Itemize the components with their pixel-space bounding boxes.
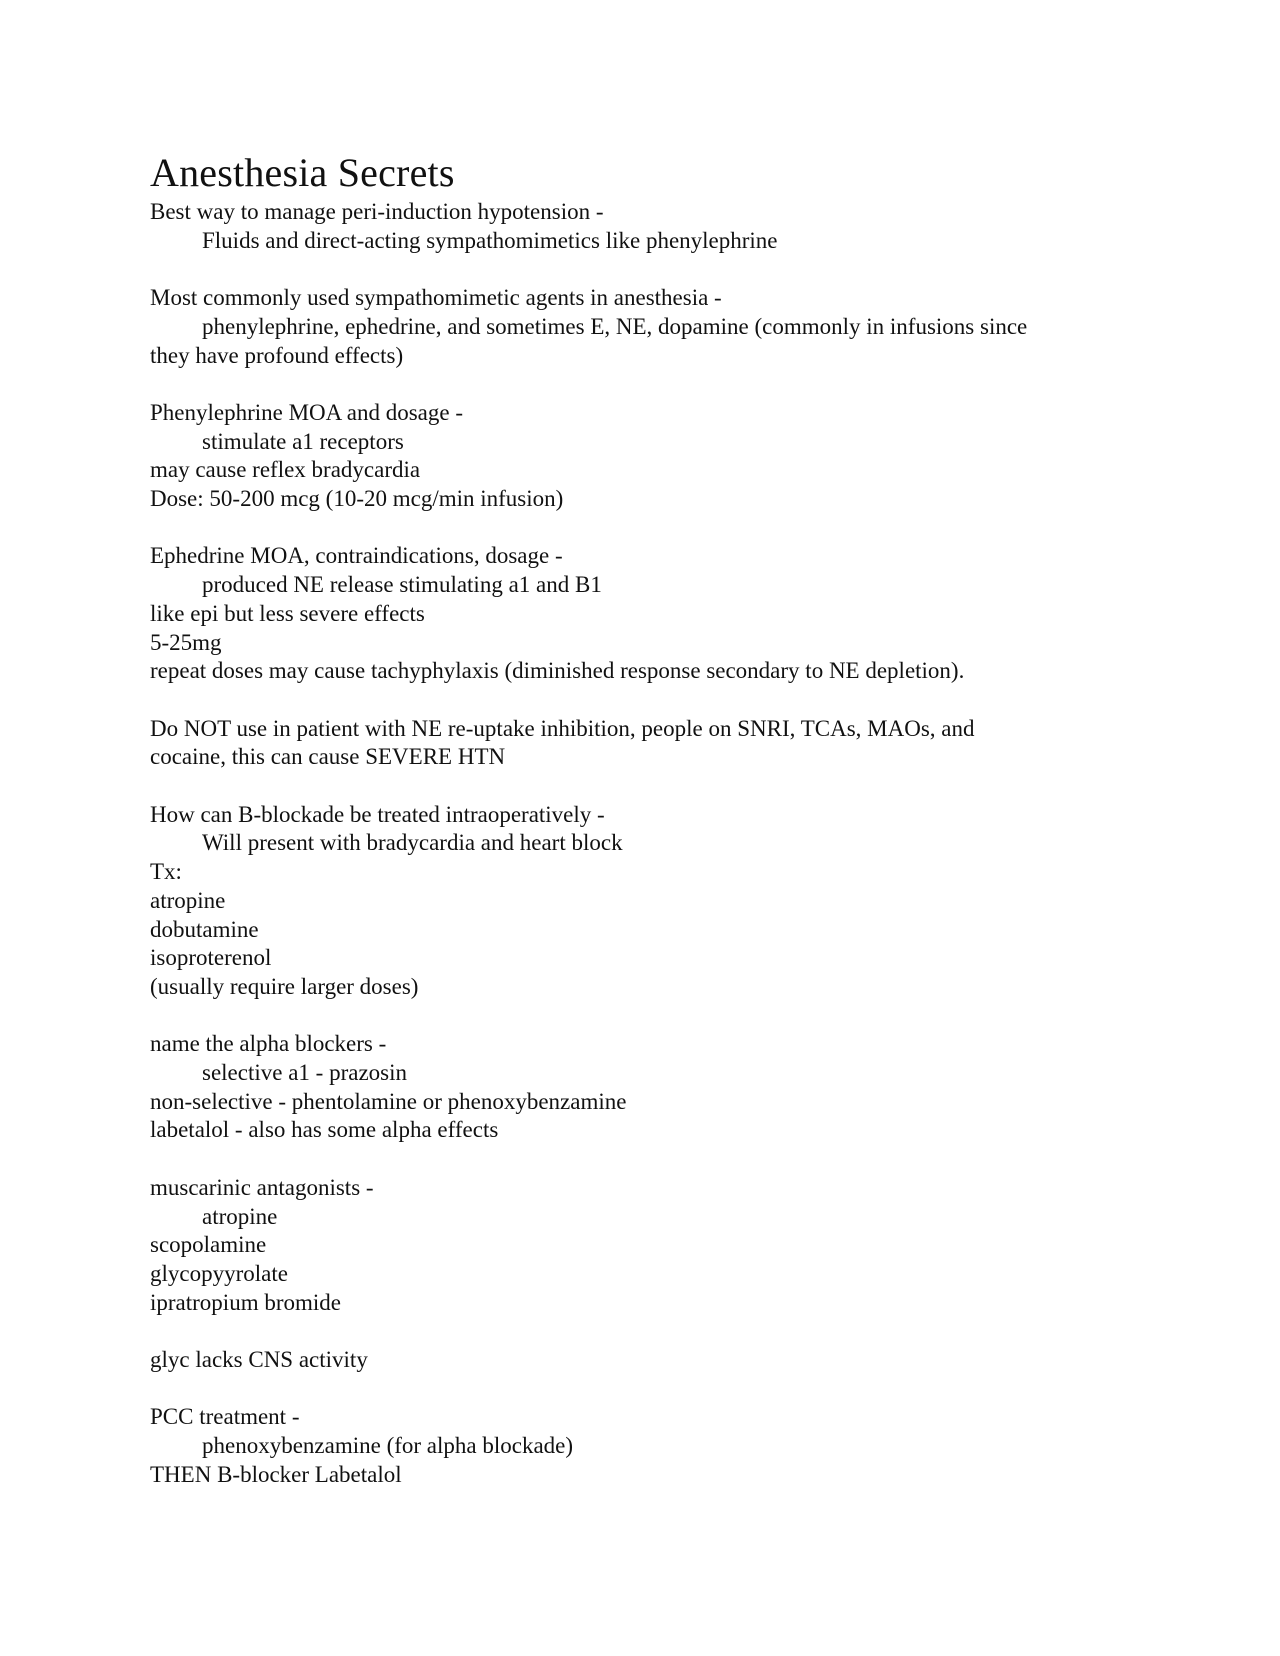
section-answer: stimulate a1 receptors bbox=[202, 428, 404, 454]
section-line: labetalol - also has some alpha effects bbox=[150, 1117, 499, 1143]
section-line: like epi but less severe effects bbox=[150, 600, 425, 626]
section-answer: produced NE release stimulating a1 and B1 bbox=[202, 572, 602, 598]
qa-section bbox=[150, 715, 1150, 772]
section-line: Tx: bbox=[150, 859, 182, 885]
qa-section bbox=[150, 284, 1150, 370]
qa-section bbox=[150, 198, 1150, 255]
section-line: 5-25mg bbox=[150, 629, 222, 655]
section-line: isoproterenol bbox=[150, 945, 272, 971]
section-answer: Fluids and direct-acting sympathomimetics like phenylephrine bbox=[202, 227, 778, 253]
section-line: THEN B-blocker Labetalol bbox=[150, 1461, 402, 1487]
section-line: glycopyyrolate bbox=[150, 1260, 288, 1286]
document-body bbox=[150, 198, 1150, 1490]
document-title: Anesthesia Secrets bbox=[150, 150, 455, 195]
qa-section bbox=[150, 1346, 1150, 1375]
qa-section bbox=[150, 1174, 1150, 1318]
section-line: Dose: 50-200 mcg (10-20 mcg/min infusion) bbox=[150, 486, 564, 511]
qa-section bbox=[150, 542, 1150, 686]
section-heading: Best way to manage peri-induction hypotension - bbox=[150, 199, 604, 224]
section-heading: Do NOT use in patient with NE re-uptake inhibition, people on SNRI, TCAs, MAOs, and bbox=[150, 715, 975, 741]
qa-section bbox=[150, 1030, 1150, 1145]
section-line: ipratropium bromide bbox=[150, 1289, 341, 1315]
section-answer: phenylephrine, ephedrine, and sometimes E, NE, dopamine (commonly in infusions since bbox=[202, 313, 1028, 339]
section-heading: name the alpha blockers - bbox=[150, 1031, 387, 1057]
section-line: (usually require larger doses) bbox=[150, 973, 419, 999]
section-answer: atropine bbox=[202, 1203, 278, 1229]
section-answer: Will present with bradycardia and heart block bbox=[202, 830, 623, 856]
section-answer: selective a1 - prazosin bbox=[202, 1060, 407, 1085]
section-line: atropine bbox=[150, 887, 226, 913]
section-heading: Phenylephrine MOA and dosage - bbox=[150, 399, 463, 425]
document-page bbox=[150, 148, 1150, 1490]
section-answer: phenoxybenzamine (for alpha blockade) bbox=[202, 1433, 574, 1459]
qa-section bbox=[150, 1403, 1150, 1489]
section-heading: Most commonly used sympathomimetic agents in anesthesia - bbox=[150, 285, 722, 311]
section-line: scopolamine bbox=[150, 1232, 267, 1258]
section-line: may cause reflex bradycardia bbox=[150, 457, 421, 483]
section-line: cocaine, this can cause SEVERE HTN bbox=[150, 744, 506, 770]
section-heading: glyc lacks CNS activity bbox=[150, 1347, 368, 1372]
qa-section bbox=[150, 399, 1150, 514]
section-heading: How can B-blockade be treated intraoperatively - bbox=[150, 801, 605, 827]
qa-section bbox=[150, 801, 1150, 1002]
section-line: non-selective - phentolamine or phenoxybenzamine bbox=[150, 1088, 627, 1114]
section-heading: Ephedrine MOA, contraindications, dosage - bbox=[150, 543, 563, 569]
section-line: they have profound effects) bbox=[150, 342, 404, 368]
section-heading: PCC treatment - bbox=[150, 1404, 300, 1430]
section-heading: muscarinic antagonists - bbox=[150, 1174, 374, 1200]
section-line: repeat doses may cause tachyphylaxis (diminished response secondary to NE depletion). bbox=[150, 658, 965, 684]
section-line: dobutamine bbox=[150, 916, 259, 942]
